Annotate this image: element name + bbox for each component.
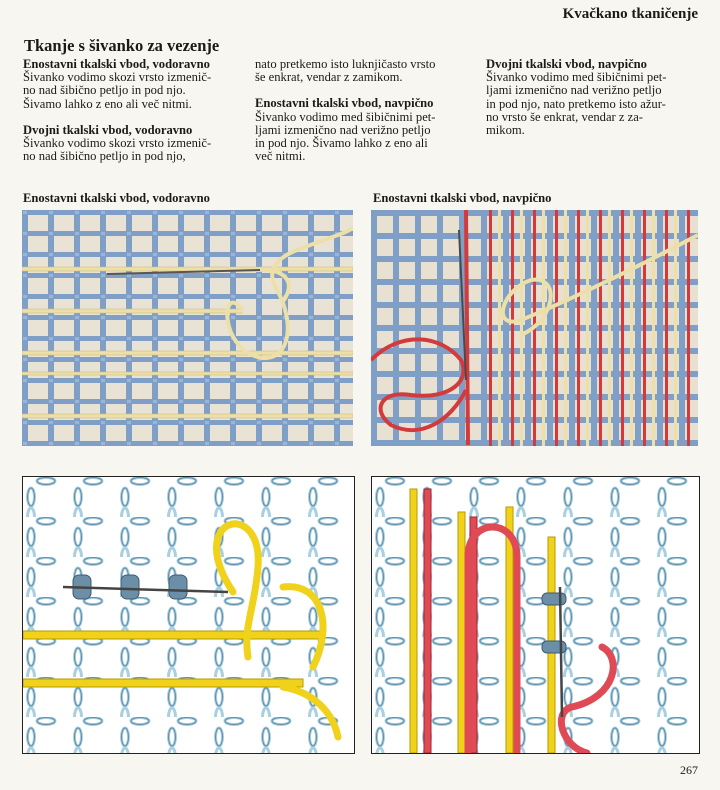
caption-photo-vertical: Enostavni tkalski vbod, navpično bbox=[373, 191, 552, 205]
page-number: 267 bbox=[680, 763, 698, 777]
photo-vertical-svg bbox=[371, 210, 698, 446]
chapter-title: Kvačkano tkaničenje bbox=[562, 6, 698, 22]
text-column-3 bbox=[486, 58, 701, 150]
diagram-horizontal-stitch bbox=[22, 476, 355, 754]
paragraph-vertical-single: Šivanko vodimo med šibičnimi pet- ljami izmenično nad verižno petljo in pod njo. Šivamo lahko z eno ali več nitmi. bbox=[255, 109, 436, 164]
paragraph-horizontal-single: Šivanko vodimo skozi vrsto izmenič- no nad šibično petljo in pod njo. Šivamo lahko z eno ali več nitmi. bbox=[23, 70, 212, 111]
heading-vertical-double: Dvojni tkalski vbod, navpično bbox=[486, 57, 647, 71]
text-column-1 bbox=[23, 58, 255, 176]
photo-horizontal-weaving bbox=[22, 210, 353, 446]
heading-horizontal-double: Dvojni tkalski vbod, vodoravno bbox=[23, 122, 193, 137]
caption-photo-horizontal: Enostavni tkalski vbod, vodoravno bbox=[23, 191, 210, 205]
text-column-2 bbox=[255, 58, 475, 176]
paragraph-vertical-double: Šivanko vodimo med šibičnimi pet- ljami izmenično nad verižno petljo in pod njo, nato pretkemo isto ažur- no vrsto še enkrat, vendar z za- mikom. bbox=[486, 70, 667, 138]
photo-vertical-weaving bbox=[371, 210, 698, 446]
diagram-horizontal-svg bbox=[23, 477, 354, 753]
paragraph-continuation: nato pretkemo isto luknjičasto vrsto še enkrat, vendar z zamikom. bbox=[255, 57, 436, 85]
paragraph-horizontal-double: Šivanko vodimo skozi vrsto izmenič- no nad šibično petljo in pod njo, bbox=[23, 136, 212, 164]
heading-vertical-single: Enostavni tkalski vbod, navpično bbox=[255, 96, 434, 111]
diagram-vertical-stitch bbox=[371, 476, 700, 754]
section-title: Tkanje s šivanko za vezenje bbox=[24, 36, 220, 55]
heading-horizontal-single: Enostavni tkalski vbod, vodoravno bbox=[23, 57, 210, 71]
diagram-vertical-svg bbox=[372, 477, 699, 753]
photo-horizontal-svg bbox=[22, 210, 353, 446]
